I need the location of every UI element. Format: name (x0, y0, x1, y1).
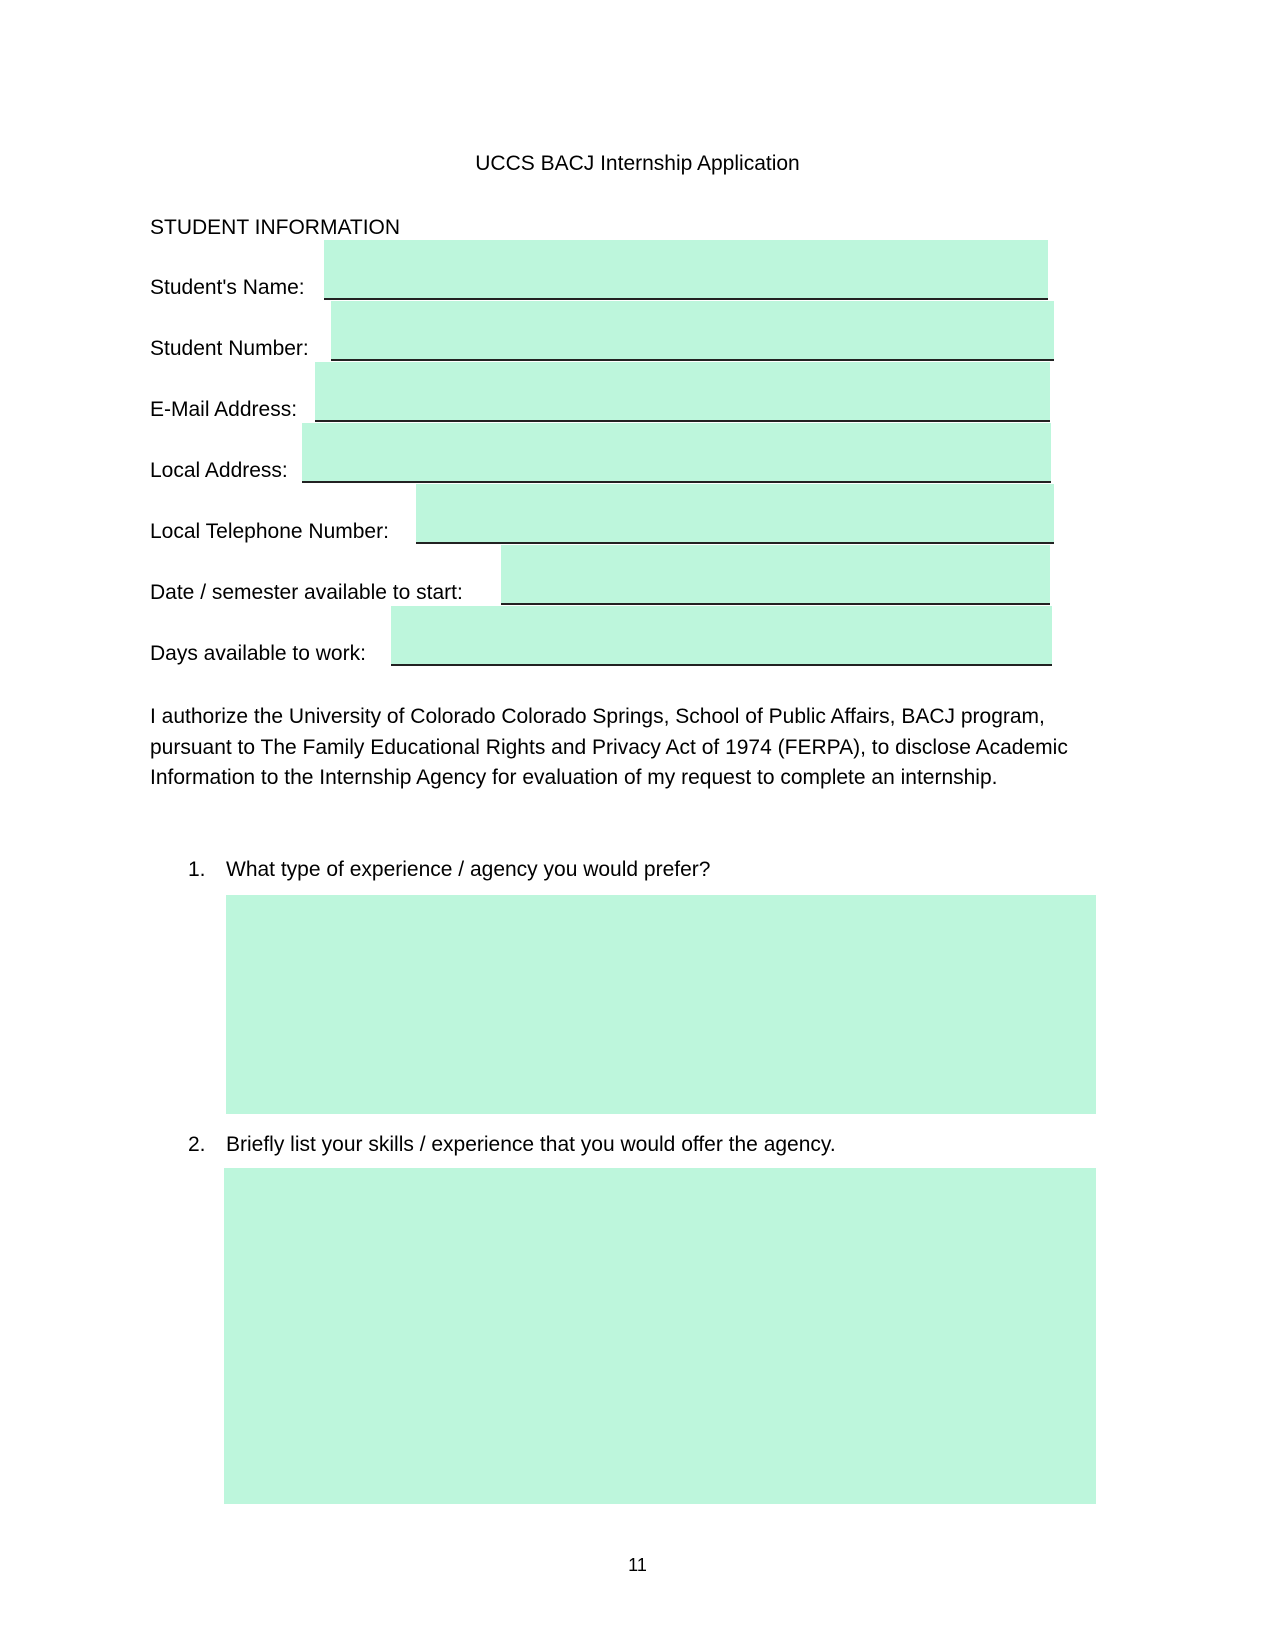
question-2-text: Briefly list your skills / experience that you would offer the agency. (226, 1133, 836, 1156)
local-address-label: Local Address: (150, 459, 288, 482)
field-row-local-address (150, 423, 1055, 483)
page-number: 11 (628, 1555, 647, 1575)
start-date-input[interactable] (501, 545, 1050, 605)
days-available-input[interactable] (391, 606, 1052, 666)
telephone-label: Local Telephone Number: (150, 520, 389, 543)
question-1-number: 1. (188, 858, 206, 881)
section-heading: STUDENT INFORMATION (150, 216, 401, 239)
field-row-email (150, 362, 1055, 422)
field-row-student-number (150, 301, 1055, 361)
document-title: UCCS BACJ Internship Application (475, 152, 800, 175)
field-row-telephone (150, 484, 1055, 544)
student-name-label: Student's Name: (150, 276, 305, 299)
question-1-answer-field[interactable] (226, 895, 1096, 1114)
start-date-label: Date / semester available to start: (150, 581, 463, 604)
question-1-text: What type of experience / agency you would prefer? (226, 858, 711, 881)
local-address-input[interactable] (302, 423, 1051, 483)
student-name-input[interactable] (324, 240, 1048, 300)
field-row-student-name (150, 240, 1050, 300)
telephone-input[interactable] (416, 484, 1054, 544)
email-label: E-Mail Address: (150, 398, 298, 421)
student-number-input[interactable] (331, 301, 1054, 361)
days-available-label: Days available to work: (150, 642, 366, 665)
field-row-days-available (150, 606, 1055, 666)
question-2-answer-field[interactable] (224, 1168, 1096, 1504)
email-input[interactable] (315, 362, 1050, 422)
student-number-label: Student Number: (150, 337, 309, 360)
ferpa-authorization-text: I authorize the University of Colorado Colorado Springs, School of Public Affairs, BACJ program, pursuant to The Family Educational Rights and Privacy Act of 1974 (FERPA), to disclose Academic Information to the Internship Agency for evaluation of my request to complete an internship. (150, 705, 1068, 789)
question-2-number: 2. (188, 1133, 206, 1156)
field-row-start-date (150, 545, 1055, 605)
